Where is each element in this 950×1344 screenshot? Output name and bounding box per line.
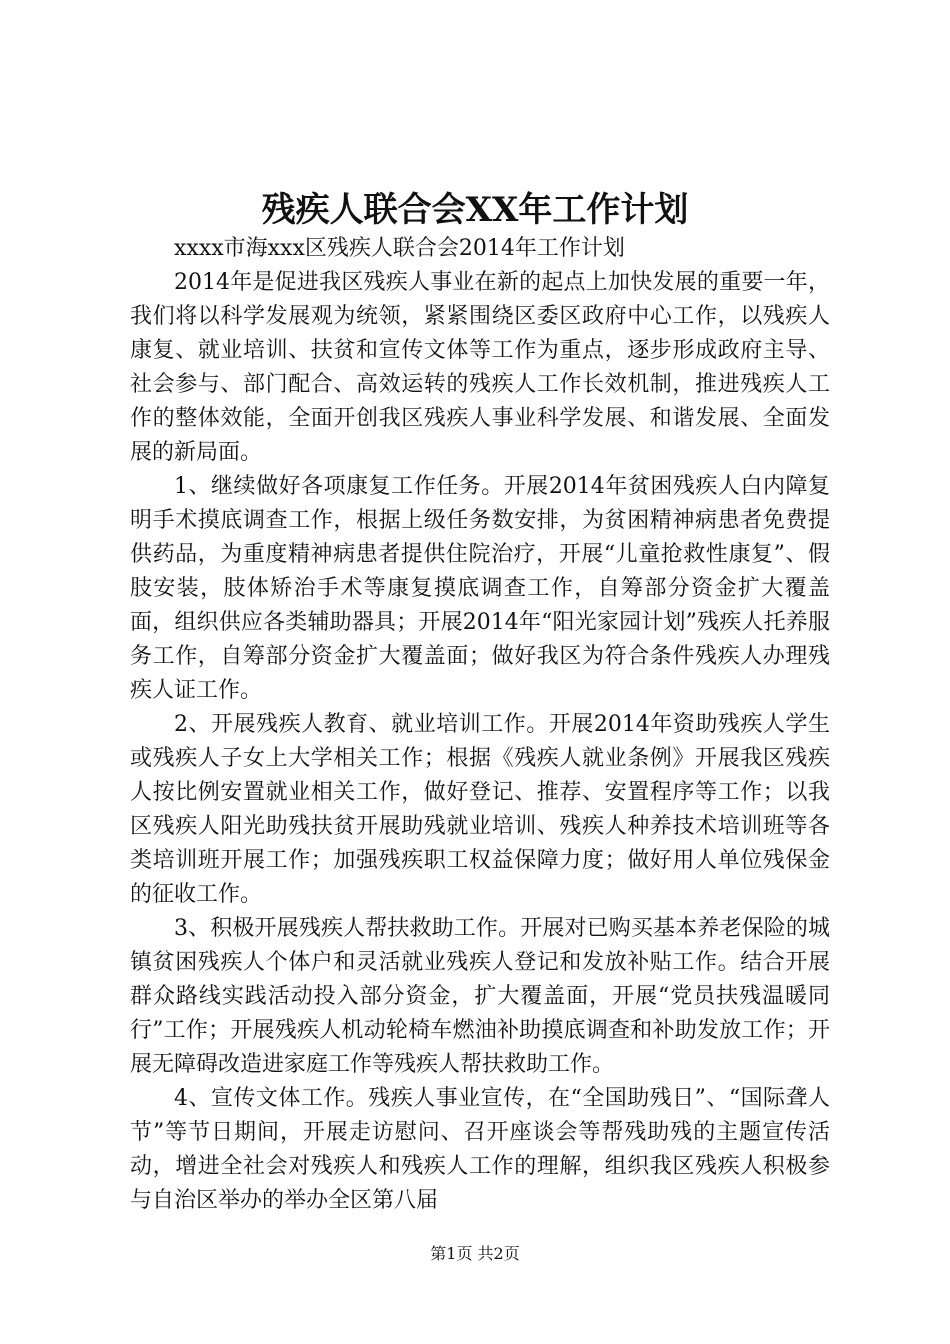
- paragraph-education: 2、开展残疾人教育、就业培训工作。开展2014年资助残疾人学生或残疾人子女上大学相关工作；根据《残疾人就业条例》开展我区残疾人按比例安置就业相关工作，做好登记、推荐、安置程序等工作；以我区残疾人阳光助残扶贫开展助残就业培训、残疾人种养技术培训班等各类培训班开展工作；加强残疾职工权益保障力度；做好用人单位残保金的征收工作。: [130, 712, 830, 907]
- paragraph-intro: 2014年是促进我区残疾人事业在新的起点上加快发展的重要一年，我们将以科学发展观为统领，紧紧围绕区委区政府中心工作，以残疾人康复、就业培训、扶贫和宣传文体等工作为重点，逐步形成政府主导、社会参与、部门配合、高效运转的残疾人工作长效机制，推进残疾人工作的整体效能，全面开创我区残疾人事业科学发展、和谐发展、全面发展的新局面。: [130, 270, 830, 465]
- subtitle-line: xxxx市海xxx区残疾人联合会2014年工作计划: [174, 236, 625, 261]
- document-title: 残疾人联合会XX年工作计划: [261, 190, 689, 230]
- document-body: [130, 232, 830, 1218]
- paragraph-assistance: 3、积极开展残疾人帮扶救助工作。开展对已购买基本养老保险的城镇贫困残疾人个体户和灵活就业残疾人登记和发放补贴工作。结合开展群众路线实践活动投入部分资金，扩大覆盖面，开展“党员扶残温暖同行”工作；开展残疾人机动轮椅车燃油补助摸底调查和补助发放工作；开展无障碍改造进家庭工作等残疾人帮扶救助工作。: [130, 916, 830, 1077]
- paragraph-publicity: 4、宣传文体工作。残疾人事业宣传，在“全国助残日”、“国际聋人节”等节日期间，开展走访慰问、召开座谈会等帮残助残的主题宣传活动，增进全社会对残疾人和残疾人工作的理解，组织我区残疾人积极参与自治区举办的举办全区第八届: [130, 1086, 830, 1213]
- paragraph-rehab: 1、继续做好各项康复工作任务。开展2014年贫困残疾人白内障复明手术摸底调查工作，根据上级任务数安排，为贫困精神病患者免费提供药品，为重度精神病患者提供住院治疗，开展“儿童抢救性康复”、假肢安装，肢体矫治手术等康复摸底调查工作，自筹部分资金扩大覆盖面，组织供应各类辅助器具；开展2014年“阳光家园计划”残疾人托养服务工作，自筹部分资金扩大覆盖面；做好我区为符合条件残疾人办理残疾人证工作。: [130, 474, 830, 703]
- page-footer: 第1页 共2页: [430, 1244, 520, 1263]
